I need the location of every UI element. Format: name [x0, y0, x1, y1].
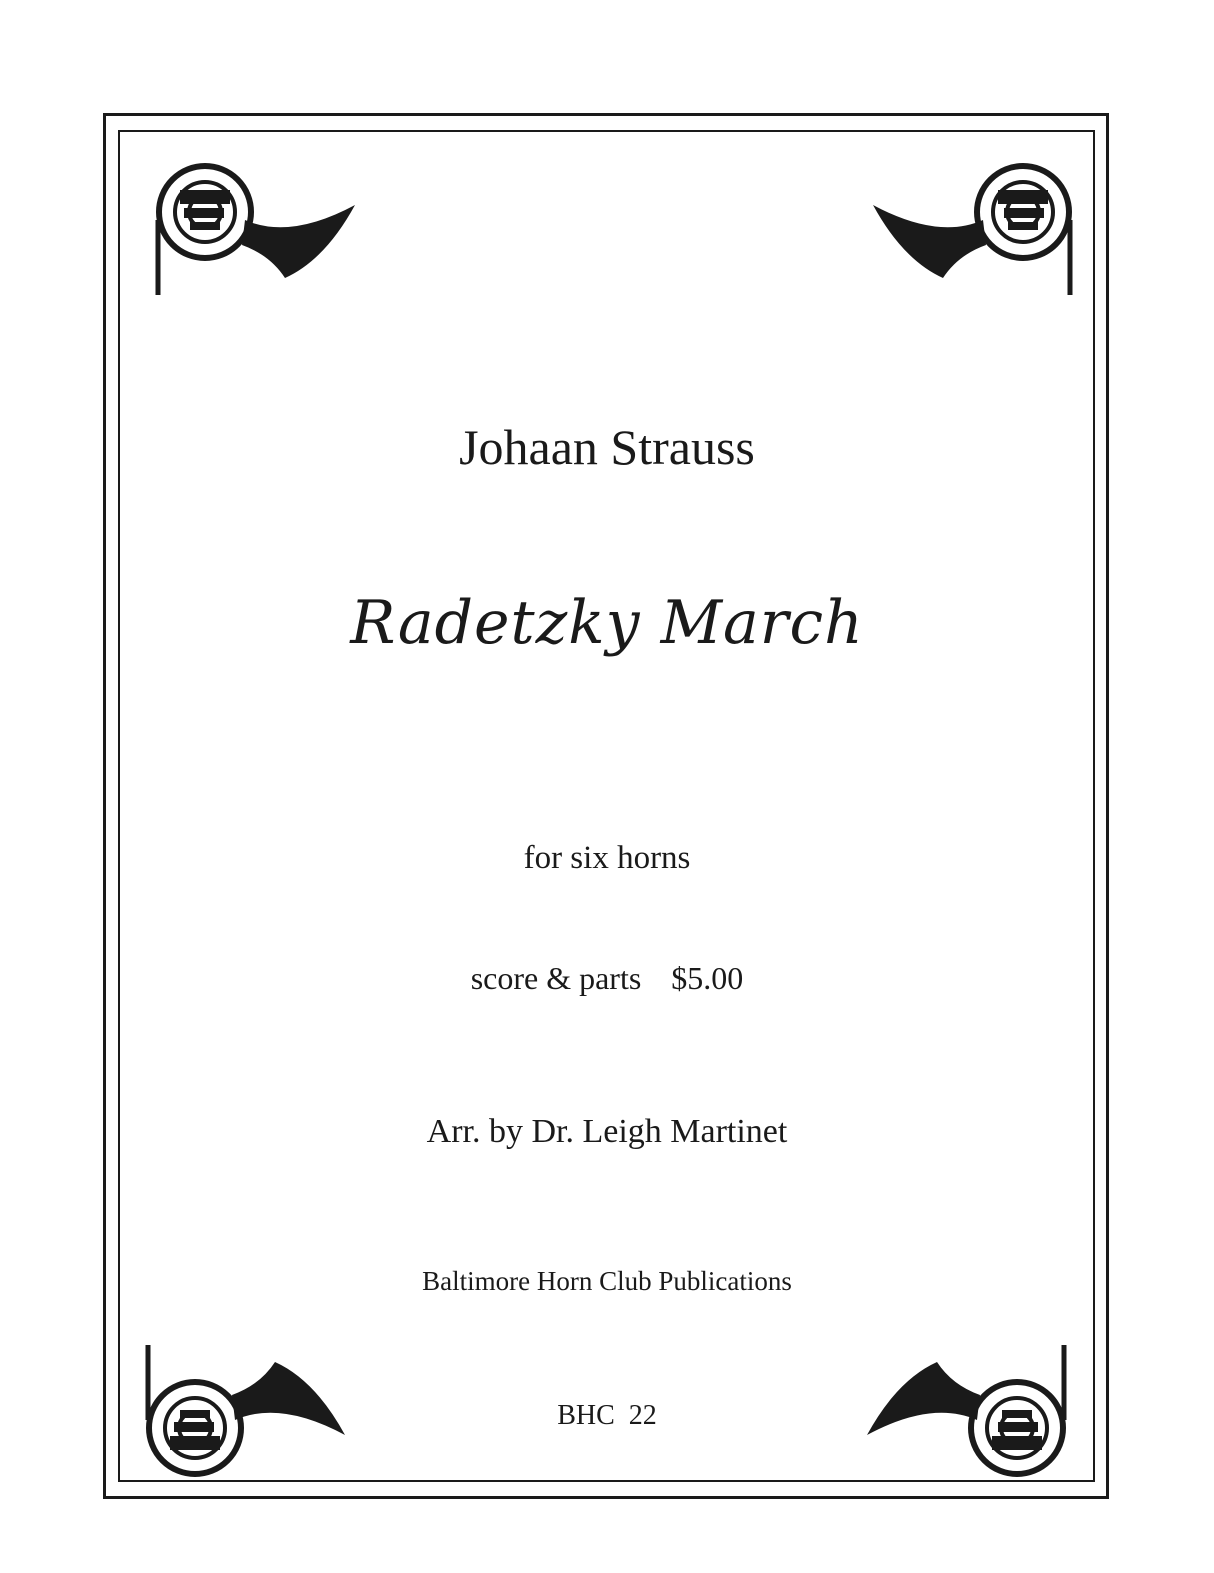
- arranger-credit: Arr. by Dr. Leigh Martinet: [426, 1113, 788, 1150]
- french-horn-icon: [150, 150, 370, 310]
- price-value: $5.00: [671, 960, 744, 996]
- french-horn-icon: [858, 150, 1078, 310]
- catalog-number: [0, 1400, 1214, 1432]
- price-line: [0, 960, 1214, 997]
- catalog-prefix: BHC: [557, 1400, 615, 1431]
- composer-name: Johaan Strauss: [459, 419, 755, 475]
- piece-title: Radetzky March: [350, 588, 864, 658]
- price-label: score & parts: [470, 960, 642, 996]
- instrumentation: for six horns: [523, 840, 691, 876]
- publisher-name: Baltimore Horn Club Publications: [422, 1266, 792, 1296]
- catalog-id: 22: [628, 1400, 657, 1431]
